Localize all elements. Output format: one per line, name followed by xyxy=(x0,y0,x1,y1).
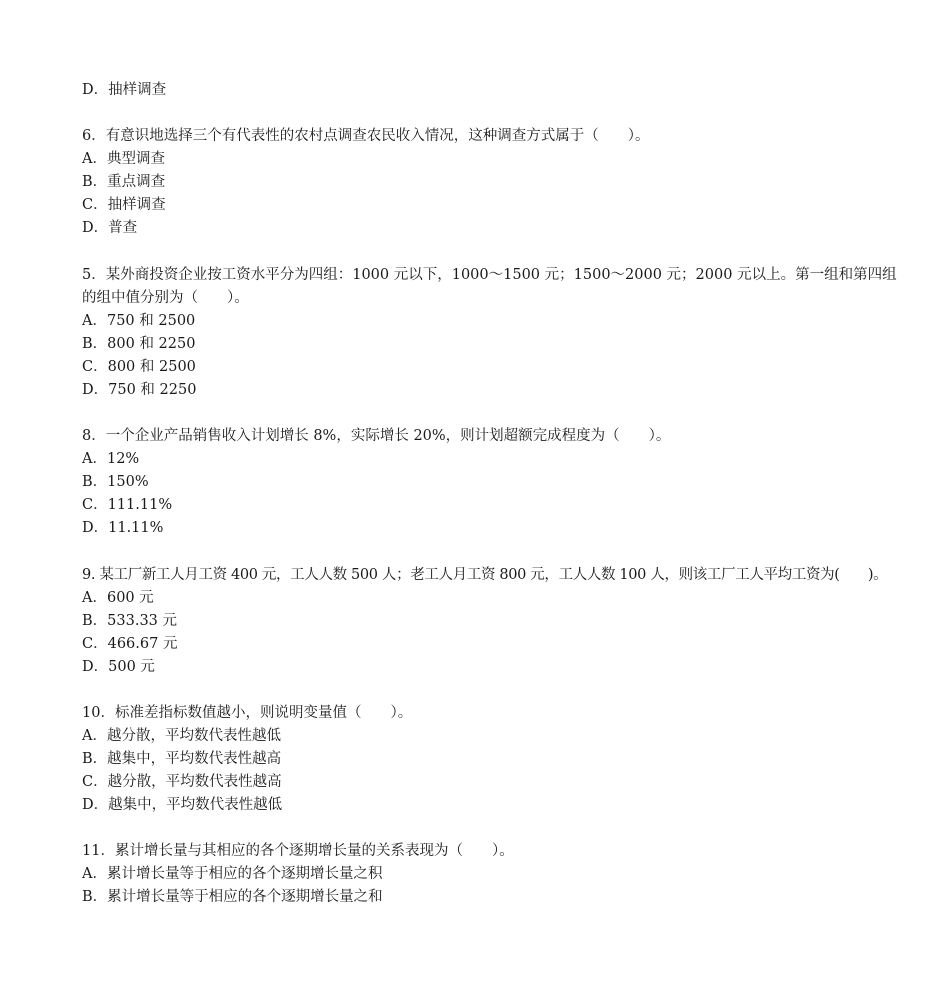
option-d: D．11.11% xyxy=(82,520,164,536)
option-b: B．800 和 2250 xyxy=(82,336,196,352)
option-a: A．累计增长量等于相应的各个逐期增长量之积 xyxy=(82,866,383,882)
option-c: C．466.67 元 xyxy=(82,636,178,652)
option-c: C．抽样调查 xyxy=(82,197,166,213)
option-b: B．累计增长量等于相应的各个逐期增长量之和 xyxy=(82,889,383,905)
option-c: C．111.11% xyxy=(82,497,173,513)
option-d: D．500 元 xyxy=(82,659,155,675)
question-title: 6．有意识地选择三个有代表性的农村点调查农民收入情况，这种调查方式属于（ ）。 xyxy=(82,128,650,144)
option-d: D．普查 xyxy=(82,220,138,236)
option-d: D．越集中，平均数代表性越低 xyxy=(82,797,283,813)
option-c: C．越分散，平均数代表性越高 xyxy=(82,774,282,790)
question-title: 5．某外商投资企业按工资水平分为四组：1000 元以下，1000～1500 元；1500～2000 元；2000 元以上。第一组和第四组 xyxy=(82,267,897,283)
question-title: 8．一个企业产品销售收入计划增长 8%，实际增长 20%，则计划超额完成程度为（ ）。 xyxy=(82,428,671,444)
option-a: A．12% xyxy=(82,451,140,467)
option-a: A．越分散，平均数代表性越低 xyxy=(82,728,281,744)
option-b: B．重点调查 xyxy=(82,174,166,190)
question-title: 9. 某工厂新工人月工资 400 元，工人人数 500 人；老工人月工资 800 元，工人人数 100 人，则该工厂工人平均工资为( )。 xyxy=(82,567,888,583)
question-title-continued: 的组中值分别为（ ）。 xyxy=(82,290,249,306)
option-a: A．750 和 2500 xyxy=(82,313,196,329)
option-b: B．533.33 元 xyxy=(82,613,178,629)
option-c: C．800 和 2500 xyxy=(82,359,196,375)
option-a: A．600 元 xyxy=(82,590,154,606)
option-d: D．750 和 2250 xyxy=(82,382,197,398)
question-title: 10．标准差指标数值越小，则说明变量值（ ）。 xyxy=(82,705,413,721)
option-a: A．典型调查 xyxy=(82,151,165,167)
option-d: D．抽样调查 xyxy=(82,82,167,98)
option-b: B．越集中，平均数代表性越高 xyxy=(82,751,282,767)
question-title: 11．累计增长量与其相应的各个逐期增长量的关系表现为（ ）。 xyxy=(82,843,514,859)
option-b: B．150% xyxy=(82,474,149,490)
